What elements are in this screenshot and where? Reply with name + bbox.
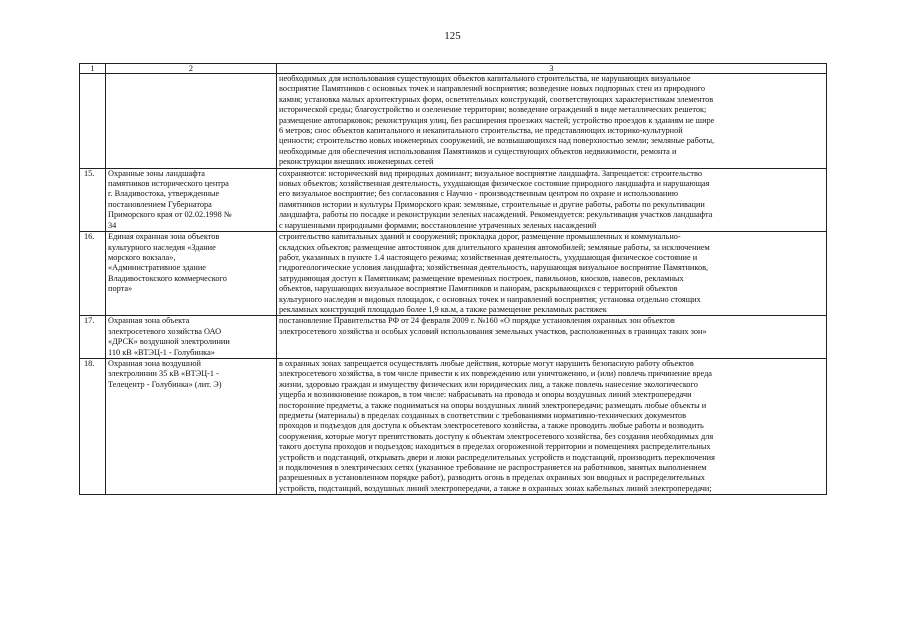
zone-name <box>106 316 277 359</box>
text-line: камня; установка малых архитектурных форм, осветительных конструкций, соответствующих характеристикам элементов <box>279 94 714 104</box>
text-line: электросетевого хозяйства, в том числе привести к их повреждению или уничтожению, и (или) повлечь причинение вреда <box>279 369 712 379</box>
zone-name <box>106 74 277 169</box>
text-line: необходимых для использования существующих объектов капитального строительства, не нарушающих визуальное <box>279 74 691 83</box>
zone-regime <box>277 316 827 359</box>
text-line: Охранная зона объекта <box>108 316 190 326</box>
text-line: его визуальное восприятие; без согласования с Научно - производственным центром по охране и использованию <box>279 189 679 199</box>
table-header-row <box>80 64 827 74</box>
zone-name <box>106 358 277 494</box>
table-row-continuation <box>80 74 827 169</box>
zone-regime <box>277 358 827 494</box>
text-line: разрешенных в установленном порядке работ), разводить огонь в пределах охранных зон вводных и распределительных <box>279 473 705 483</box>
text-line: электросетевого хозяйства и особых условий использования земельных участков, расположенных в границах таких зон» <box>279 326 707 336</box>
text-line: памятников исторического центра <box>108 179 229 189</box>
text-line: 34 <box>108 220 117 230</box>
text-line: Охранные зоны ландшафта <box>108 168 205 178</box>
page-number: 125 <box>444 30 461 42</box>
table-row <box>80 168 827 231</box>
text-line: затрудняющая доступ к Памятникам; размещение временных построек, павильонов, киосков, навесов, рекламных <box>279 273 684 283</box>
header-col-1: 1 <box>80 64 106 74</box>
text-line: культурного наследия и видовых площадок, с основных точек и направлений восприятия; установка отдельно стоящих <box>279 294 701 304</box>
text-line: работ, указанных в пункте 1.4 настоящего режима; хозяйственная деятельность, ухудшающая физическое состояние и <box>279 252 698 262</box>
text-line: с нарушенными природными формами; восстановление утраченных зеленых насаждений <box>279 220 597 230</box>
text-line: постановление Правительства РФ от 24 февраля 2009 г. №160 «О порядке установления охранных зон объектов <box>279 316 675 326</box>
table-body <box>80 74 827 495</box>
text-line: исторической среды; благоустройство и озеленение территории; возведение ограждений в виде металлических решеток; <box>279 105 707 115</box>
text-line: гидрогеологические условия ландшафта; хозяйственная деятельность, нарушающая визуальное восприятие Памятников, <box>279 263 709 273</box>
text-line: 110 кВ «ВТЭЦ-1 - Голубинка» <box>108 347 215 357</box>
text-line: электролинии 35 кВ «ВТЭЦ-1 - <box>108 369 219 379</box>
zone-regime <box>277 168 827 231</box>
text-line: строительство капитальных зданий и сооружений; прокладка дорог, размещение промышленных и коммунально- <box>279 232 681 242</box>
text-line: размещение автопарковок; реконструкция улиц, без расширения проезжих частей; устройство проездов к зданиям не шире <box>279 115 715 125</box>
text-line: такого доступа проходов и подъездов; находиться в пределах огороженной территории и помещениях распределительных <box>279 442 711 452</box>
text-line: устройств и подстанций, открывать двери и люки распределительных устройств и подстанций, производить переключения <box>279 452 715 462</box>
text-line: постановлением Губернатора <box>108 199 212 209</box>
text-line: складских объектов; размещение автостоянок для длительного хранения автомобилей; земляные работы, за исключением <box>279 242 710 252</box>
text-line: устройств, подстанций, воздушных линий электропередачи, а также в охранных зонах кабельных линий электропередачи; <box>279 483 712 493</box>
text-line: ценности; строительство новых инженерных сооружений, не возвышающихся над поверхностью земли; земляные работы, <box>279 136 715 146</box>
text-line: Владивостокского коммерческого <box>108 273 227 283</box>
text-line: 6 метров; снос объектов капитального и некапитального строительства, не представляющих историко-культурной <box>279 126 683 136</box>
header-col-3: 3 <box>277 64 827 74</box>
text-line: восприятие Памятников с основных точек и направлений восприятия; возведение новых подпорных стен из природного <box>279 84 705 94</box>
text-line: посторонние предметы, а также подниматься на опоры воздушных линий электропередачи; размещать любые объекты и <box>279 400 707 410</box>
text-line: Единая охранная зона объектов <box>108 232 220 242</box>
text-line: памятников истории и культуры Приморского края: земляные, строительные и другие работы, работы по рекультивации <box>279 199 705 209</box>
table-row <box>80 358 827 494</box>
header-col-2: 2 <box>106 64 277 74</box>
text-line: жизни, здоровью граждан и имуществу физических или юридических лиц, а также повлечь нанесение экологического <box>279 379 698 389</box>
text-line: в охранных зонах запрещается осуществлять любые действия, которые могут нарушить безопасную работу объектов <box>279 358 694 368</box>
text-line: новых объектов; хозяйственная деятельность, ухудшающая физическое состояние природного ландшафта и нарушающая <box>279 179 710 189</box>
text-line: морского вокзала», <box>108 252 176 262</box>
text-line: ущерба и возникновение пожаров, в том числе: набрасывать на провода и опоры воздушных линий электропередачи <box>279 390 692 400</box>
zone-name <box>106 232 277 316</box>
row-number: 16. <box>80 232 106 316</box>
zone-regime <box>277 74 827 169</box>
restrictions-table <box>79 63 827 495</box>
table-row <box>80 232 827 316</box>
text-line: и подключения в электрических сетях (указанное требование не распространяется на работников, занятых выполнением <box>279 463 707 473</box>
text-line: «Административное здание <box>108 263 206 273</box>
text-line: реконструкции внешних инженерных сетей <box>279 157 434 167</box>
text-line: сооружения, которые могут препятствовать доступу к объектам электросетевого хозяйства, без создания необходимых для <box>279 431 714 441</box>
text-line: проходов и подъездов для доступа к объектам электросетевого хозяйства, а также проводить любые работы и возводить <box>279 421 704 431</box>
table-row <box>80 316 827 359</box>
zone-regime <box>277 232 827 316</box>
text-line: Охранная зона воздушной <box>108 358 201 368</box>
text-line: ландшафта, работы по посадке и реконструкции зеленых насаждений. Рекомендуется: рекультивация участков ландшафта <box>279 210 713 220</box>
text-line: культурного наследия «Здание <box>108 242 216 252</box>
text-line: «ДРСК» воздушной электролинии <box>108 337 230 347</box>
text-line: сохраняются: исторический вид природных доминант; визуальное восприятие ландшафта. Запрещается: строительство <box>279 168 703 178</box>
zone-name <box>106 168 277 231</box>
text-line: Приморского края от 02.02.1998 № <box>108 210 232 220</box>
text-line: рекламных конструкций площадью более 1,9 кв.м, а также размещение рекламных растяжек <box>279 304 607 314</box>
row-number: 15. <box>80 168 106 231</box>
text-line: предметы (материалы) в пределах созданных в соответствии с требованиями нормативно-технических документов <box>279 411 686 420</box>
text-line: необходимые для обеспечения использования Памятников и существующих объектов недвижимости, ремонта и <box>279 146 677 156</box>
text-line: электросетевого хозяйства ОАО <box>108 326 222 336</box>
row-number <box>80 74 106 169</box>
text-line: порта» <box>108 284 133 294</box>
row-number: 17. <box>80 316 106 359</box>
text-line: Телецентр - Голубинка» (лит. Э) <box>108 379 222 389</box>
row-number: 18. <box>80 358 106 494</box>
text-line: объектов, нарушающих визуальное восприятие Памятников и панорам, раскрывающихся с территорий объектов <box>279 284 678 294</box>
text-line: г. Владивостока, утвержденные <box>108 189 220 199</box>
